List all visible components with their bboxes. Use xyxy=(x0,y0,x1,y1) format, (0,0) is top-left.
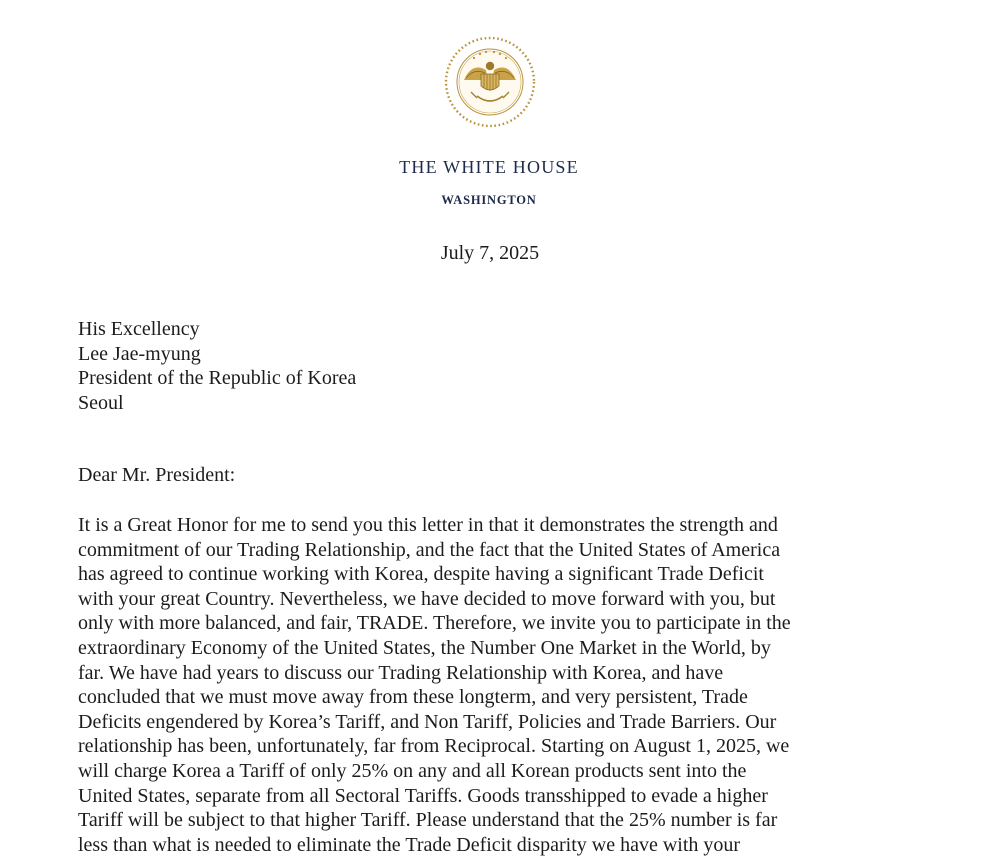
presidential-seal-icon xyxy=(444,36,536,128)
body-line: commitment of our Trading Relationship, and the fact that the United States of America xyxy=(78,538,781,561)
body-line: far. We have had years to discuss our Trading Relationship with Korea, and have xyxy=(78,661,724,684)
recipient-line: Seoul xyxy=(78,391,124,414)
body-line: Tariff will be subject to that higher Tariff. Please understand that the 25% number is far xyxy=(78,809,778,832)
body-line: will charge Korea a Tariff of only 25% on any and all Korean products sent into the xyxy=(78,759,747,782)
letterhead-title: THE WHITE HOUSE xyxy=(399,157,579,177)
recipient-line: President of the Republic of Korea xyxy=(78,367,357,389)
recipient-line: His Excellency xyxy=(78,318,200,340)
letter-body xyxy=(78,513,978,857)
recipient-address xyxy=(78,317,356,415)
body-line: extraordinary Economy of the United States, the Number One Market in the World, by xyxy=(78,636,771,659)
letterhead-city: WASHINGTON xyxy=(441,193,537,207)
body-line: has agreed to continue working with Korea, despite having a significant Trade Deficit xyxy=(78,563,764,586)
body-line: less than what is needed to eliminate the Trade Deficit disparity we have with your xyxy=(78,833,741,856)
body-line: Deficits engendered by Korea’s Tariff, and Non Tariff, Policies and Trade Barriers. Our xyxy=(78,710,777,733)
body-line: United States, separate from all Sectoral Tariffs. Goods transshipped to evade a higher xyxy=(78,784,768,807)
body-line: It is a Great Honor for me to send you this letter in that it demonstrates the strength and xyxy=(78,514,778,536)
body-line: with your great Country. Nevertheless, we have decided to move forward with you, but xyxy=(78,587,776,610)
recipient-line: Lee Jae-myung xyxy=(78,342,201,365)
body-line: relationship has been, unfortunately, far from Reciprocal. Starting on August 1, 2025, we xyxy=(78,735,790,758)
body-line: concluded that we must move away from these longterm, and very persistent, Trade xyxy=(78,686,748,709)
body-line: only with more balanced, and fair, TRADE. Therefore, we invite you to participate in the xyxy=(78,612,791,635)
salutation: Dear Mr. President: xyxy=(78,464,236,486)
letter-date: July 7, 2025 xyxy=(440,242,540,264)
